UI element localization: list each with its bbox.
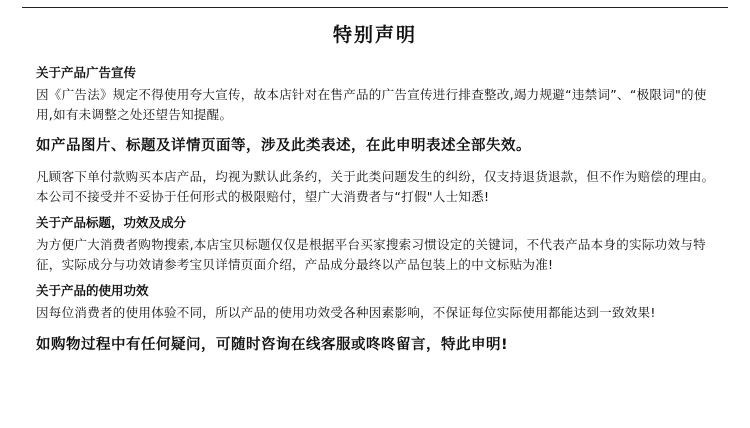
notice-body [36,64,720,355]
section-text-usage-efficacy: 因每位消费者的使用体验不同，所以产品的使用功效受各种因素影响，不保证每位实际使用都能达到一致效果! [36,305,656,320]
closing-statement: 如购物过程中有任何疑问，可随时咨询在线客服或咚咚留言，特此申明! [36,337,509,353]
invalidation-statement: 如产品图片、标题及详情页面等，涉及此类表述，在此申明表述全部失效。 [36,138,531,154]
page-title: 特别声明 [332,24,417,46]
purchase-terms-text: 凡顾客下单付款购买本店产品，均视为默认此条约，关于此类问题发生的纠纷，仅支持退货退款，但不作为赔偿的理由。本公司不接受并不妥协于任何形式的极限赔付，望广大消费者与“打假"人士知悉! [36,169,715,204]
section-heading-title-efficacy: 关于产品标题，功效及成分 [36,215,187,230]
section-text-title-efficacy: 为方便广大消费者购物搜索,本店宝贝标题仅仅是根据平台买家搜索习惯设定的关键词，不代表产品本身的实际功效与特征，实际成分与功效请参考宝贝详情页面介绍，产品成分最终以产品包装上的中文标贴为准! [36,237,706,272]
section-heading-advertising: 关于产品广告宣传 [36,65,137,80]
section-heading-usage-efficacy: 关于产品的使用功效 [36,283,149,298]
top-divider [22,7,728,8]
section-text-advertising: 因《广告法》规定不得使用夸大宣传，故本店针对在售产品的广告宣传进行排查整改,竭力规避“违禁词”、“极限词"的使用,如有未调整之处还望告知提醒。 [36,87,707,122]
